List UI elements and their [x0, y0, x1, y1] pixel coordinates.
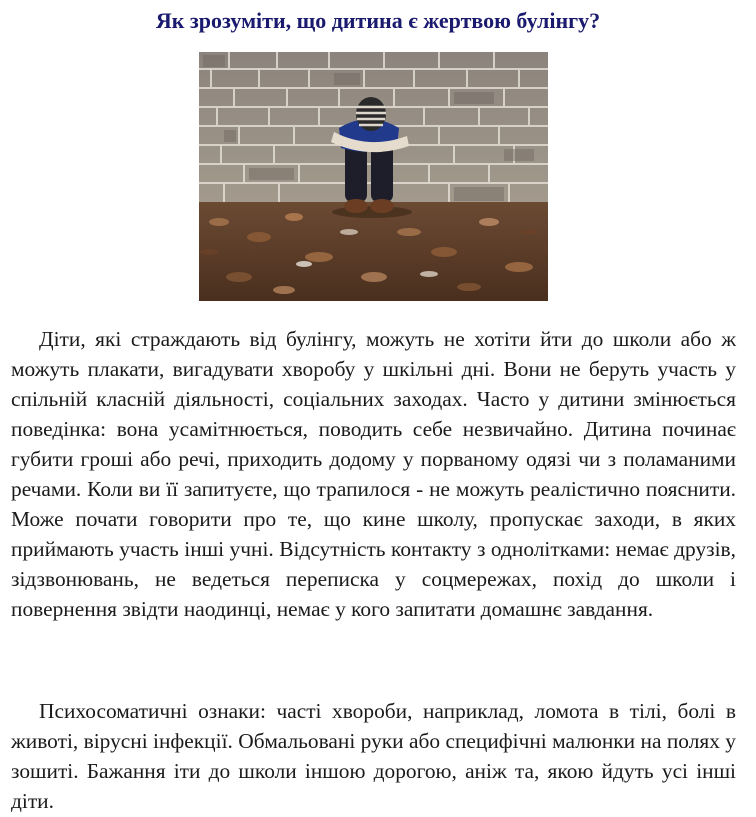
- article-photo: [199, 52, 548, 301]
- article-paragraph-1: Діти, які страждають від булінгу, можуть не хотіти йти до школи або ж можуть плакати, вигадувати хворобу у шкільні дні. Вони не беруть участь у спільній класній діяльності, соціальних заходах. Часто у дитини змінюється поведінка: вона усамітнюється, поводить себе незвичайно. Дитина починає губити гроші або речі, приходить додому у порваному одязі чи з поламаними речами. Коли ви її запитуєте, що трапилося - не можуть реалістично пояснити. Може почати говорити про те, що кине школу, пропускає заходи, в яких приймають участь інші учні. Відсутність контакту з однолітками: немає друзів, зідзвонювань, не ведеться переписка у соцмережах, похід до школи і повернення звідти наодинці, немає у кого запитати домашнє завдання.: [11, 327, 736, 621]
- article-title: Як зрозуміти, що дитина є жертвою булінгу?: [155, 8, 601, 33]
- article-paragraph-2: Психосоматичні ознаки: часті хвороби, наприклад, ломота в тілі, болі в животі, вірусні інфекції. Обмальовані руки або специфічні малюнки на полях у зошиті. Бажання іти до школи іншою дорогою, аніж та, якою йдуть усі інші діти.: [11, 699, 736, 813]
